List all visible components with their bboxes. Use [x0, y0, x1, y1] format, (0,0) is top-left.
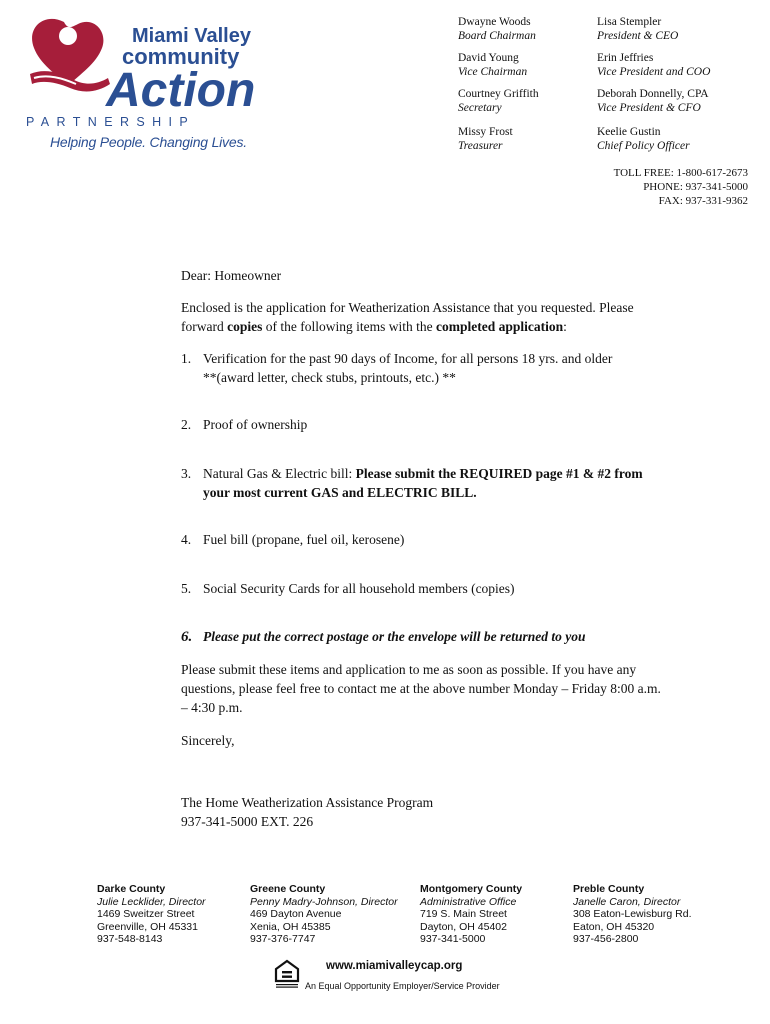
closing-line-1: Please submit these items and application to me as soon as possible. If you have any — [181, 662, 637, 677]
item-text: Verification for the past 90 days of Income, for all persons 18 yrs. and older — [203, 351, 613, 366]
county-office-montgomery — [420, 883, 522, 946]
officer-title: Secretary — [458, 102, 502, 114]
item-text: Please put the correct postage or the envelope will be returned to you — [203, 629, 586, 644]
item-number: 6. — [181, 629, 193, 645]
item-subtext: **(award letter, check stubs, printouts, etc.) ** — [203, 370, 456, 385]
officer-title: Vice President and COO — [597, 66, 711, 78]
officer-name: Courtney Griffith — [458, 88, 539, 100]
officer-missy-frost — [458, 125, 513, 153]
county-contact: Penny Madry-Johnson, Director — [250, 895, 398, 908]
program-name: The Home Weatherization Assistance Program — [181, 795, 434, 810]
heart-hands-icon — [30, 19, 110, 92]
intro-line-2 — [181, 317, 634, 336]
officer-name: Dwayne Woods — [458, 16, 531, 28]
logo-line-1: Miami Valley — [132, 25, 251, 47]
county-phone: 937-456-2800 — [573, 933, 639, 945]
item-emphasis-line-2: your most current GAS and ELECTRIC BILL. — [203, 485, 477, 500]
item-text: Proof of ownership — [203, 417, 308, 432]
county-city: Xenia, OH 45385 — [250, 920, 331, 933]
list-item-1 — [181, 349, 612, 387]
officer-deborah-donnelly — [597, 87, 709, 115]
closing-paragraph — [181, 660, 661, 717]
program-phone: 937-341-5000 EXT. 226 — [181, 814, 314, 829]
intro-emphasis-copies: copies — [227, 319, 263, 334]
county-office-preble — [573, 883, 692, 946]
list-item-4 — [181, 530, 404, 549]
item-text: Social Security Cards for all household members (copies) — [203, 581, 515, 596]
county-office-darke — [97, 883, 206, 946]
officer-erin-jeffries — [597, 51, 710, 79]
officer-title: Treasurer — [458, 140, 503, 152]
county-street: 1469 Sweitzer Street — [97, 908, 195, 920]
item-number: 4. — [181, 532, 192, 547]
signature-block — [181, 793, 433, 831]
county-city: Dayton, OH 45402 — [420, 920, 507, 933]
county-contact: Julie Lecklider, Director — [97, 895, 206, 908]
county-contact: Janelle Caron, Director — [573, 895, 681, 908]
county-phone: 937-341-5000 — [420, 933, 486, 945]
officer-title: Board Chairman — [458, 30, 536, 42]
county-contact: Administrative Office — [420, 895, 517, 908]
closing-line-3: – 4:30 p.m. — [181, 700, 243, 715]
equal-opportunity-statement: An Equal Opportunity Employer/Service Provider — [305, 981, 500, 991]
county-street: 719 S. Main Street — [420, 908, 507, 920]
list-item-6 — [181, 627, 585, 647]
officer-name: Missy Frost — [458, 126, 513, 138]
item-text: Fuel bill (propane, fuel oil, kerosene) — [203, 532, 405, 547]
officer-name: Erin Jeffries — [597, 52, 654, 64]
county-street: 308 Eaton-Lewisburg Rd. — [573, 908, 692, 920]
officer-courtney-griffith — [458, 87, 539, 115]
phone-number: PHONE: 937-341-5000 — [643, 181, 748, 193]
toll-free-number: TOLL FREE: 1-800-617-2673 — [613, 167, 748, 179]
officer-name: Keelie Gustin — [597, 126, 661, 138]
officer-keelie-gustin — [597, 125, 690, 153]
county-name: Montgomery County — [420, 883, 523, 895]
website-link[interactable]: www.miamivalleycap.org — [326, 960, 463, 972]
officer-name: Lisa Stempler — [597, 16, 662, 28]
county-name: Darke County — [97, 883, 166, 895]
county-name: Greene County — [250, 883, 326, 895]
intro-paragraph — [181, 298, 634, 336]
logo-tagline: Helping People. Changing Lives. — [50, 134, 247, 150]
county-city: Greenville, OH 45331 — [97, 920, 198, 933]
officer-name: David Young — [458, 52, 519, 64]
fax-number: FAX: 937-331-9362 — [658, 195, 748, 207]
item-number: 3. — [181, 466, 192, 481]
item-number: 2. — [181, 417, 192, 432]
officer-title: President & CEO — [597, 30, 679, 42]
list-item-5 — [181, 579, 515, 598]
officer-title: Chief Policy Officer — [597, 140, 690, 152]
item-emphasis: Please submit the REQUIRED page #1 & #2 from — [355, 466, 643, 481]
officer-lisa-stempler — [597, 15, 678, 43]
logo-line-2: community — [122, 44, 240, 69]
county-name: Preble County — [573, 883, 645, 895]
officer-title: Vice Chairman — [458, 66, 528, 78]
intro-line-1: Enclosed is the application for Weatherization Assistance that you requested. Please — [181, 300, 634, 315]
county-phone: 937-548-8143 — [97, 933, 163, 945]
contact-block — [614, 166, 748, 208]
list-item-2 — [181, 415, 307, 434]
logo-line-4: PARTNERSHIP — [26, 115, 196, 129]
intro-text: forward — [181, 319, 228, 334]
item-text: Natural Gas & Electric bill: — [203, 466, 356, 481]
closing-line-2: questions, please feel free to contact me at the above number Monday – Friday 8:00 a.m. — [181, 681, 661, 696]
intro-text: of the following items with the — [262, 319, 436, 334]
officer-david-young — [458, 51, 527, 79]
officer-name: Deborah Donnelly, CPA — [597, 88, 709, 100]
county-street: 469 Dayton Avenue — [250, 908, 342, 920]
intro-text: : — [563, 319, 567, 334]
county-phone: 937-376-7747 — [250, 933, 316, 945]
county-office-greene — [250, 883, 398, 946]
list-item-3 — [181, 464, 643, 502]
intro-emphasis-completed: completed application — [435, 319, 564, 334]
sign-off: Sincerely, — [181, 733, 235, 748]
officer-title: Vice President & CFO — [597, 102, 701, 114]
item-number: 1. — [181, 351, 192, 366]
logo-line-3: Action — [106, 64, 256, 117]
salutation: Dear: Homeowner — [181, 268, 282, 283]
equal-housing-opportunity-icon — [274, 959, 300, 989]
county-city: Eaton, OH 45320 — [573, 920, 655, 933]
item-number: 5. — [181, 581, 192, 596]
officer-dwayne-woods — [458, 15, 536, 43]
